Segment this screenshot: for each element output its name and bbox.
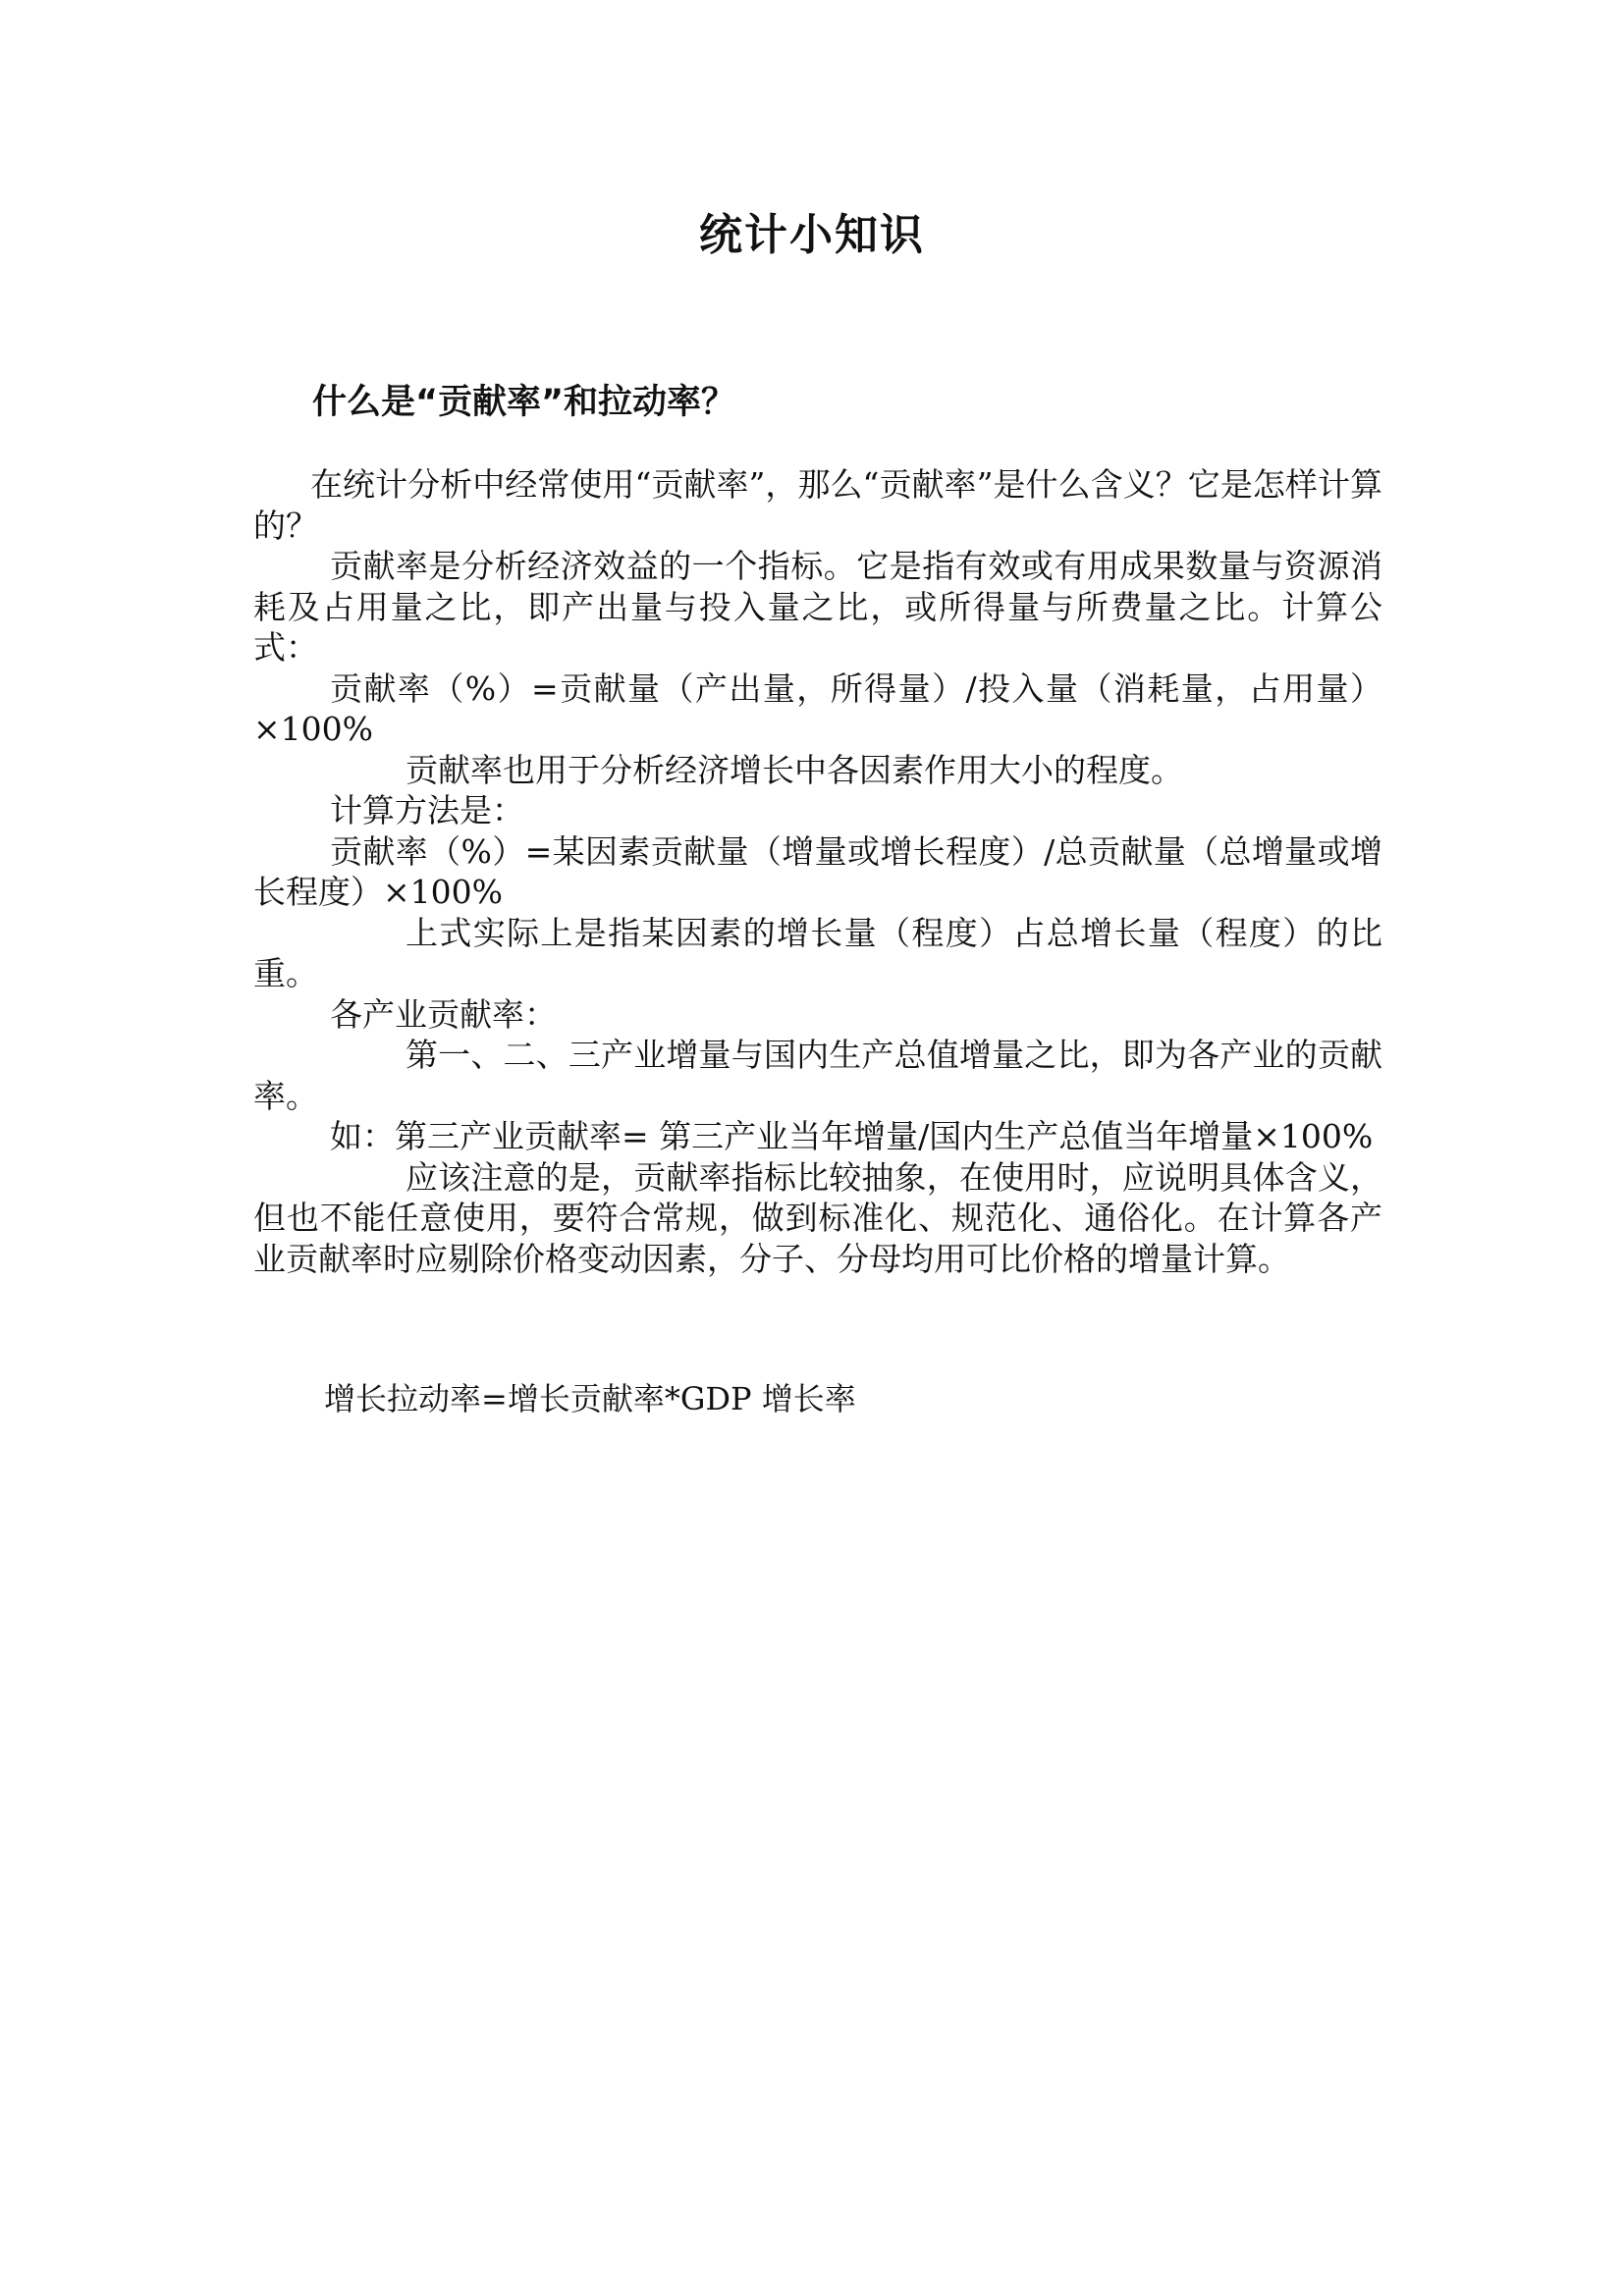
paragraph-definition: 贡献率是分析经济效益的一个指标。它是指有效或有用成果数量与资源消耗及占用量之比，即产出量与投入量之比，或所得量与所费量之比。计算公式： [253,547,1382,667]
paragraph-industry-example: 如：第三产业贡献率= 第三产业当年增量/国内生产总值当年增量×100% [330,1117,1374,1155]
document-title: 统计小知识 [699,210,925,260]
pull-rate-formula: 增长拉动率=增长贡献率*GDP 增长率 [324,1380,856,1417]
paragraph-formula-meaning: 上式实际上是指某因素的增长量（程度）占总增长量（程度）的比重。 [253,913,1382,992]
paragraph-caution: 应该注意的是，贡献率指标比较抽象，在使用时，应说明具体含义，但也不能任意使用，要符合常规，做到标准化、规范化、通俗化。在计算各产业贡献率时应剔除价格变动因素，分子、分母均用可比价格的增量计算。 [253,1157,1382,1278]
paragraph-industry-definition: 第一、二、三产业增量与国内生产总值增量之比，即为各产业的贡献率。 [253,1036,1382,1115]
document-body [253,464,1382,1279]
section-heading: 什么是“贡献率”和拉动率？ [312,383,736,422]
paragraph-industry-label: 各产业贡献率： [330,994,557,1034]
paragraph-growth-usage: 贡献率也用于分析经济增长中各因素作用大小的程度。 [406,750,1183,789]
paragraph-intro: 在统计分析中经常使用“贡献率”，那么“贡献率”是什么含义？它是怎样计算的？ [253,465,1382,545]
paragraph-formula-factor: 贡献率（%）=某因素贡献量（增量或增长程度）/总贡献量（总增量或增长程度）×100% [253,831,1382,911]
paragraph-formula-general: 贡献率（%）=贡献量（产出量，所得量）/投入量（消耗量，占用量）×100% [253,668,1382,748]
paragraph-method-label: 计算方法是： [330,791,524,829]
